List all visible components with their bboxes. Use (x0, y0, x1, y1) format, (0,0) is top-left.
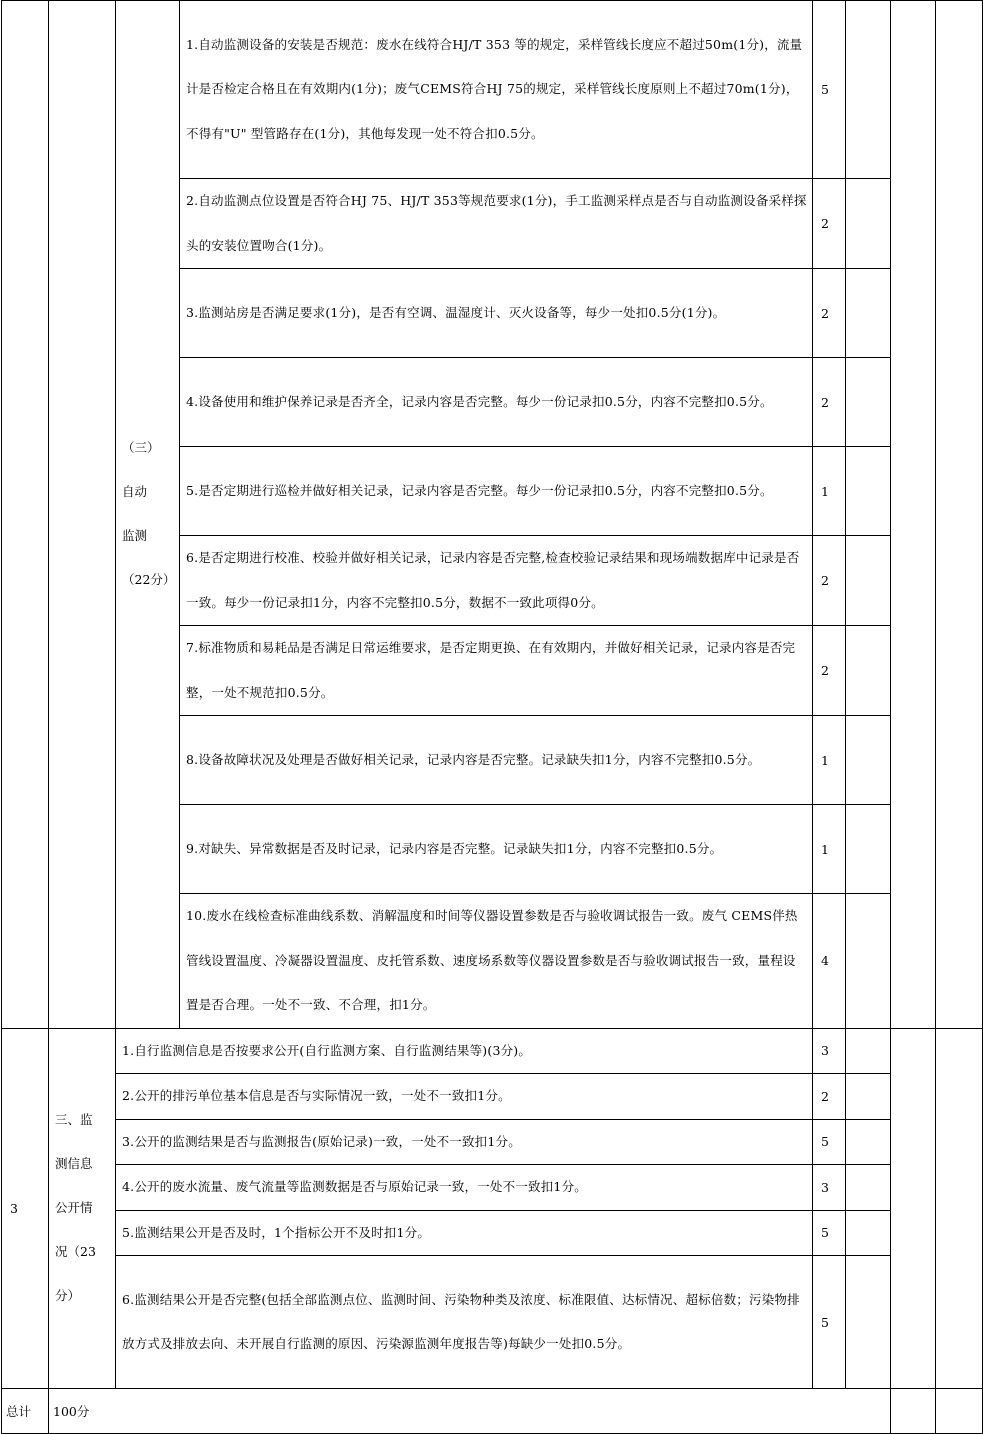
total-label: 总计 (2, 1389, 49, 1434)
section-number: 3 (2, 1028, 49, 1389)
item-text: 4.公开的废水流量、废气流量等监测数据是否与原始记录一致，一处不一致扣1分。 (116, 1165, 813, 1211)
blank-cell (891, 1, 936, 1029)
blank-cell (846, 536, 891, 626)
item-text: 6.是否定期进行校准、校验并做好相关记录，记录内容是否完整,检查校验记录结果和现场端数据库中记录是否一致。每少一份记录扣1分，内容不完整扣0.5分，数据不一致此项得0分。 (180, 536, 813, 626)
blank-cell (846, 269, 891, 358)
blank-cell (846, 1165, 891, 1211)
blank-cell (846, 179, 891, 269)
item-text: 3.监测站房是否满足要求(1分)，是否有空调、温湿度计、灭火设备等，每少一处扣0.5分(1分)。 (180, 269, 813, 358)
item-text: 6.监测结果公开是否完整(包括全部监测点位、监测时间、污染物种类及浓度、标准限值、达标情况、超标倍数；污染物排放方式及排放去向、未开展自行监测的原因、污染源监测年度报告等)每缺少一处扣0.5分。 (116, 1256, 813, 1389)
subcategory-line: 监测 (122, 528, 148, 544)
item-text: 2.公开的排污单位基本信息是否与实际情况一致，一处不一致扣1分。 (116, 1074, 813, 1120)
item-text: 8.设备故障状况及处理是否做好相关记录，记录内容是否完整。记录缺失扣1分，内容不完整扣0.5分。 (180, 716, 813, 805)
item-score: 3 (813, 1028, 846, 1074)
subcategory-line: （三） (122, 440, 160, 456)
item-score: 4 (813, 894, 846, 1029)
item-score: 1 (813, 805, 846, 894)
blank-cell (891, 1389, 936, 1434)
subcategory-line: （22分） (122, 572, 176, 588)
blank-cell (846, 1028, 891, 1074)
blank-cell (846, 626, 891, 716)
item-text: 2.自动监测点位设置是否符合HJ 75、HJ/T 353等规范要求(1分)，手工监测采样点是否与自动监测设备采样探头的安装位置吻合(1分)。 (180, 179, 813, 269)
item-text: 4.设备使用和维护保养记录是否齐全，记录内容是否完整。每少一份记录扣0.5分，内容不完整扣0.5分。 (180, 358, 813, 447)
blank-cell (846, 1, 891, 179)
section-category-disclosure (49, 1028, 116, 1389)
item-score: 5 (813, 1, 846, 179)
category-line: 况（23 (55, 1244, 96, 1260)
section-category-cell (49, 1, 116, 1029)
item-text: 9.对缺失、异常数据是否及时记录，记录内容是否完整。记录缺失扣1分，内容不完整扣0.5分。 (180, 805, 813, 894)
item-text: 3.公开的监测结果是否与监测报告(原始记录)一致，一处不一致扣1分。 (116, 1119, 813, 1165)
item-score: 5 (813, 1256, 846, 1389)
item-text: 10.废水在线检查标准曲线系数、消解温度和时间等仪器设置参数是否与验收调试报告一致。废气 CEMS伴热管线设置温度、冷凝器设置温度、皮托管系数、速度场系数等仪器设置参数是否与验收调试报告一致，量程设置是否合理。一处不一致、不合理，扣1分。 (180, 894, 813, 1029)
blank-cell (846, 447, 891, 536)
subcategory-line: 自动 (122, 484, 148, 500)
blank-cell (846, 1119, 891, 1165)
item-text: 5.监测结果公开是否及时，1个指标公开不及时扣1分。 (116, 1210, 813, 1256)
item-score: 5 (813, 1210, 846, 1256)
item-score: 5 (813, 1119, 846, 1165)
blank-cell (846, 805, 891, 894)
item-text: 1.自动监测设备的安装是否规范：废水在线符合HJ/T 353 等的规定，采样管线长度应不超过50m(1分)，流量计是否检定合格且在有效期内(1分)；废气CEMS符合HJ 75的规定，采样管线长度原则上不超过70m(1分)，不得有"U" 型管路存在(1分)，其他每发现一处不符合扣0.5分。 (180, 1, 813, 179)
category-line: 三、监 (55, 1112, 93, 1128)
item-score: 1 (813, 716, 846, 805)
category-line: 分） (55, 1288, 81, 1304)
blank-cell (846, 358, 891, 447)
blank-cell (846, 716, 891, 805)
blank-cell (936, 1028, 983, 1389)
blank-cell (891, 1028, 936, 1389)
blank-cell (846, 1074, 891, 1120)
item-text: 1.自行监测信息是否按要求公开(自行监测方案、自行监测结果等)(3分)。 (116, 1028, 813, 1074)
item-score: 2 (813, 1074, 846, 1120)
category-line: 测信息 (55, 1156, 93, 1172)
blank-cell (846, 1256, 891, 1389)
blank-cell (846, 894, 891, 1029)
subcategory-auto-monitoring (116, 1, 180, 1029)
item-text: 5.是否定期进行巡检并做好相关记录，记录内容是否完整。每少一份记录扣0.5分，内容不完整扣0.5分。 (180, 447, 813, 536)
item-score: 2 (813, 179, 846, 269)
item-score: 2 (813, 626, 846, 716)
item-score: 2 (813, 536, 846, 626)
evaluation-table (1, 0, 983, 1434)
blank-cell (936, 1, 983, 1029)
blank-cell (936, 1389, 983, 1434)
item-score: 2 (813, 358, 846, 447)
section-number-cell (2, 1, 49, 1029)
total-value: 100分 (49, 1389, 891, 1434)
item-text: 7.标准物质和易耗品是否满足日常运维要求，是否定期更换、在有效期内，并做好相关记录，记录内容是否完整，一处不规范扣0.5分。 (180, 626, 813, 716)
item-score: 1 (813, 447, 846, 536)
item-score: 2 (813, 269, 846, 358)
category-line: 公开情 (55, 1200, 93, 1216)
item-score: 3 (813, 1165, 846, 1211)
blank-cell (846, 1210, 891, 1256)
